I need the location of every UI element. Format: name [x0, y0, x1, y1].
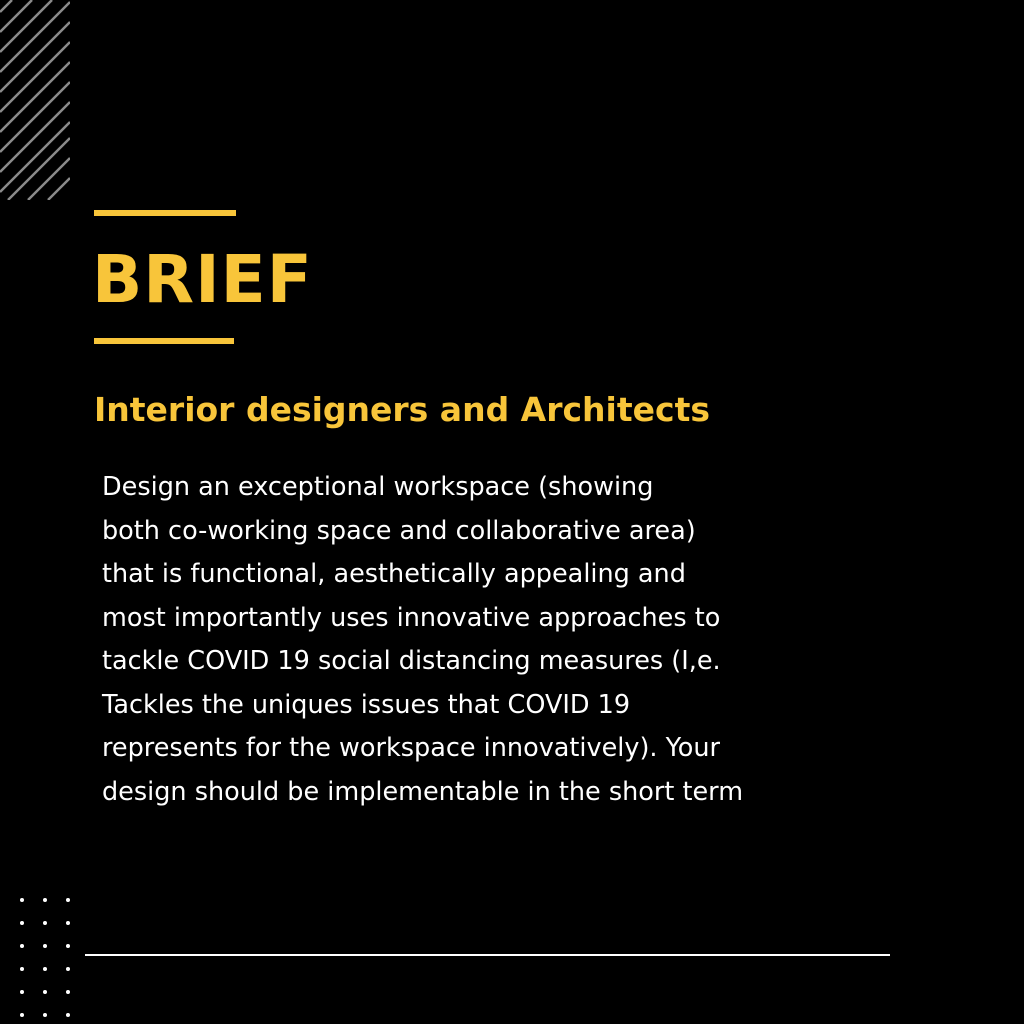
- diagonal-stripes-decoration: [0, 0, 70, 200]
- description-line: represents for the workspace innovatively). Your: [102, 733, 721, 763]
- description-line: design should be implementable in the short term: [102, 776, 744, 807]
- description-line: tackle COVID 19 social distancing measures (I,e.: [102, 646, 721, 676]
- description-line: that is functional, aesthetically appealing and: [102, 559, 686, 589]
- description-line: Tackles the uniques issues that COVID 19: [102, 689, 631, 720]
- page-title: BRIEF: [92, 241, 313, 318]
- bottom-divider: [85, 954, 890, 956]
- description-line: both co-working space and collaborative area): [102, 515, 696, 546]
- brief-description: [102, 466, 842, 814]
- description-line: Design an exceptional workspace (showing: [102, 472, 654, 502]
- title-top-bar: [94, 210, 236, 216]
- description-line: most importantly uses innovative approaches to: [102, 602, 721, 633]
- subtitle: Interior designers and Architects: [94, 390, 710, 429]
- dot-grid-decoration: [16, 892, 86, 1024]
- title-bottom-bar: [94, 338, 234, 344]
